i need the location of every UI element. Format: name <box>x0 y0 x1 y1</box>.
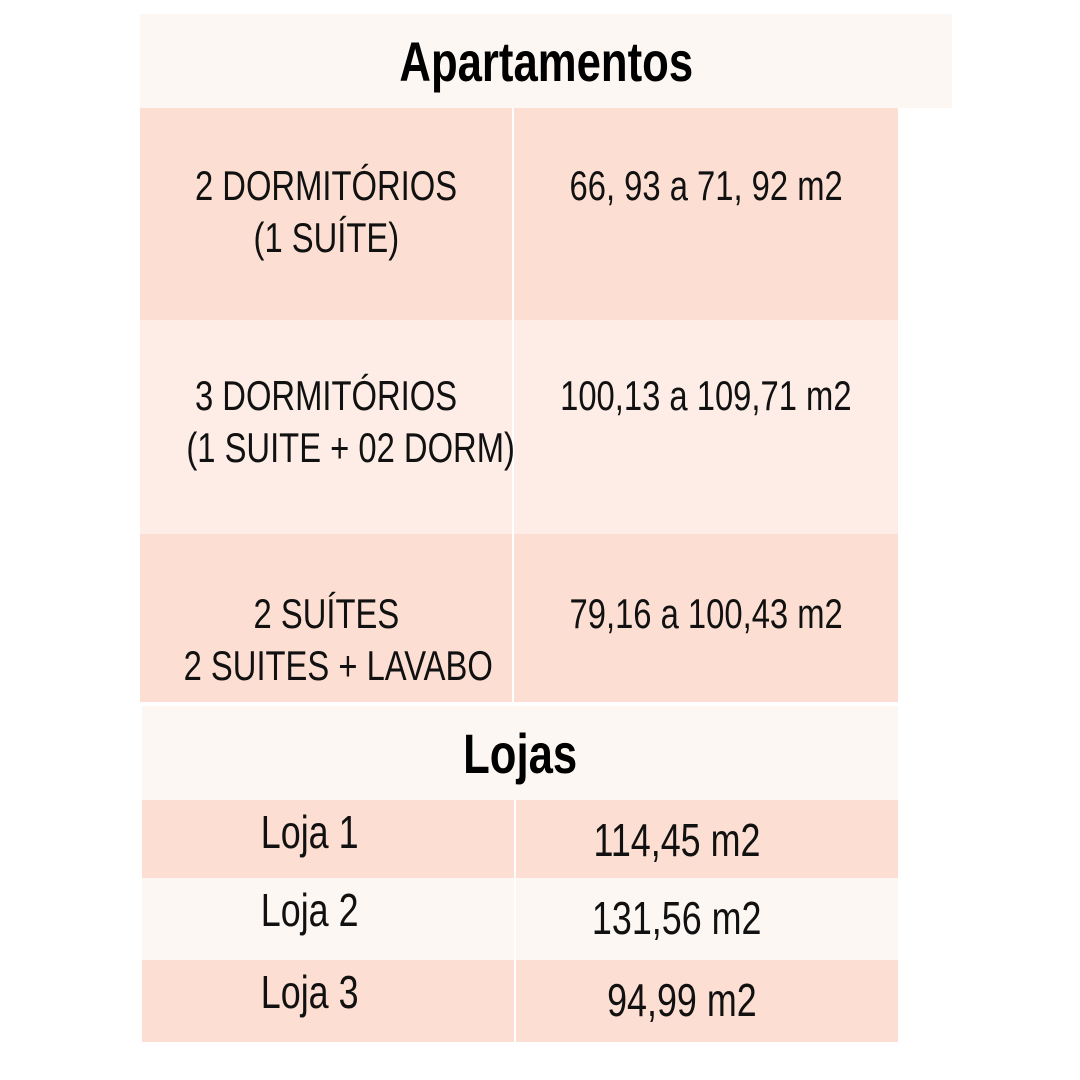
loja-area: 131,56 m2 <box>592 892 762 944</box>
loja-name-cell <box>142 960 516 1042</box>
lojas-heading <box>142 706 898 800</box>
loja-area: 94,99 m2 <box>607 974 757 1026</box>
apartment-area: 100,13 a 109,71 m2 <box>560 372 852 419</box>
lojas-title: Lojas <box>462 721 578 785</box>
loja-name-cell <box>142 878 516 960</box>
loja-name: Loja 3 <box>261 966 359 1018</box>
apartment-area-cell <box>514 320 898 534</box>
table-row <box>142 800 898 878</box>
loja-area: 114,45 m2 <box>593 814 761 866</box>
table-row <box>140 320 898 534</box>
apartamentos-heading <box>140 14 952 108</box>
apartamentos-table <box>140 108 898 702</box>
apartment-type-line1: 2 SUÍTES <box>253 590 399 637</box>
table-row <box>142 960 898 1042</box>
table-row <box>140 534 898 702</box>
apartment-area-cell <box>514 534 898 702</box>
loja-area-cell <box>516 878 898 960</box>
apartment-type-cell <box>140 108 514 320</box>
apartamentos-title: Apartamentos <box>399 29 693 93</box>
loja-name: Loja 2 <box>261 884 359 936</box>
apartment-type-line2: 2 SUITES + LAVABO <box>183 642 493 689</box>
apartment-type-line1: 3 DORMITÓRIOS <box>194 372 458 419</box>
loja-name: Loja 1 <box>261 806 359 858</box>
apartment-type-line1: 2 DORMITÓRIOS <box>194 162 458 209</box>
apartment-type-cell <box>140 534 514 702</box>
loja-area-cell <box>516 960 898 1042</box>
table-row <box>142 878 898 960</box>
apartment-type-line2: (1 SUÍTE) <box>253 214 399 261</box>
loja-area-cell <box>516 800 898 878</box>
table-row <box>140 108 898 320</box>
apartment-area: 66, 93 a 71, 92 m2 <box>569 162 843 209</box>
apartment-type-cell <box>140 320 514 534</box>
apartment-area-cell <box>514 108 898 320</box>
apartment-type-line2: (1 SUITE + 02 DORM) <box>186 424 515 471</box>
loja-name-cell <box>142 800 516 878</box>
lojas-table <box>142 800 898 1042</box>
apartment-area: 79,16 a 100,43 m2 <box>569 590 843 637</box>
